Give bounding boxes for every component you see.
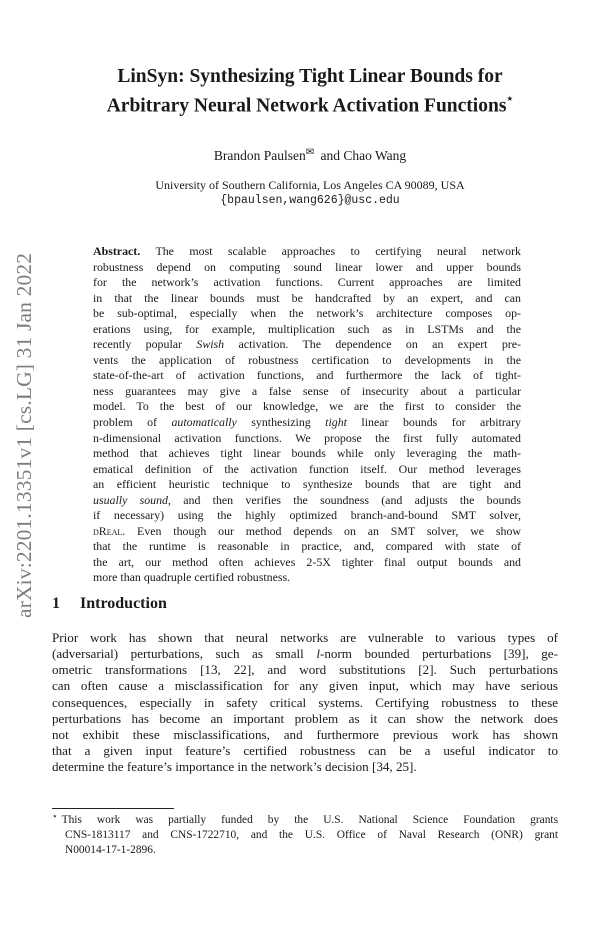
author-paulsen: Brandon Paulsen [213, 148, 306, 163]
abstract-text: problem of [93, 415, 172, 430]
affiliation-line: University of Southern California, Los Angeles CA 90089, USA [155, 178, 465, 192]
body-line: determine the feature’s importance in the network’s decision [34, 25]. [52, 759, 417, 775]
author-connector-wang: and Chao Wang [317, 148, 407, 163]
body-line: not exhibit these misclassifications, and furthermore previous work has shown [52, 726, 558, 742]
body-line: Prior work has shown that neural networks are vulnerable to various types of [52, 630, 558, 645]
abstract-text: linear bounds for arbitrary [346, 415, 521, 430]
abstract-line: in that the linear bounds must be handcrafted by an expert, and can [93, 290, 521, 305]
title-line-2 [60, 89, 560, 119]
abstract-line: ness guarantees may give a false sense of insecurity about a particular [93, 383, 521, 398]
abstract-line: model. To the best of our knowledge, we are the first to consider the [93, 399, 521, 414]
footnote-line: CNS-1813117 and CNS-1722710, and the U.S. Office of Naval Research (ONR) grant [65, 828, 558, 841]
footnote-line: N00014-17-1-2896. [65, 843, 156, 856]
envelope-icon: ✉ [305, 147, 315, 158]
abstract-line: state-of-the-art of activation functions, and furthermore the lack of tight- [93, 368, 521, 383]
body-line [52, 646, 558, 662]
footnote-line [52, 813, 558, 828]
abstract-emphasis: automatically [171, 415, 237, 430]
footnote-text: This work was partially funded by the U.S. National Science Foundation grants [61, 814, 558, 826]
abstract-line: for the network’s activation functions. Current approaches are limited [93, 275, 521, 290]
section-title: Introduction [80, 595, 167, 612]
arxiv-identifier: arXiv:2201.13351v1 [cs.LG] 31 Jan 2022 [12, 252, 36, 618]
footnote-marker: ⋆ [52, 811, 58, 821]
abstract-line: method that achieves tight linear bounds while only leveraging the math- [93, 446, 521, 461]
abstract-line [93, 415, 521, 431]
author-emails: {bpaulsen,wang626}@usc.edu [220, 194, 400, 207]
abstract-line [93, 493, 521, 509]
paper-title [60, 64, 560, 119]
section-number: 1 [52, 595, 60, 612]
body-text: -norm bounded perturbations [39], ge- [319, 646, 558, 662]
body-line: perturbations has become an important problem as it can show the network does [52, 710, 558, 726]
abstract-line [93, 337, 521, 353]
body-line: that a given input feature’s certified robustness can be a useful indicator to [52, 743, 558, 759]
abstract-label: Abstract. [93, 244, 141, 258]
body-line: ometric transformations [13, 22], and word substitutions [2]. Such perturbations [52, 662, 558, 678]
title-footnote-marker: ⋆ [506, 93, 514, 105]
abstract-line: n-dimensional activation functions. We propose the first fully automated [93, 430, 521, 445]
abstract-line: be sub-optimal, especially when the network’s architecture composes op- [93, 306, 521, 321]
abstract-emphasis: usually sound [93, 492, 169, 507]
abstract-line: erations using, for example, multiplication such as in LSTMs and the [93, 321, 521, 336]
body-line: consequences, especially in safety critical systems. Certifying robustness to these [52, 694, 558, 710]
abstract-line: robustness depend on computing sound linear lower and upper bounds [93, 259, 521, 274]
abstract-text: , and then verifies the soundness (and adjusts the bounds [168, 492, 521, 507]
intro-paragraph [52, 630, 558, 775]
abstract-text: recently popular [93, 337, 197, 352]
abstract-line: the art, our method often achieves 2-5X tighter final output bounds and [93, 554, 521, 569]
body-text: (adversarial) perturbations, such as small [52, 646, 317, 662]
abstract-text: synthesizing [236, 415, 326, 430]
abstract-line: that the runtime is reasonable in practice, and, compared with state of [93, 539, 521, 554]
title-line-1: LinSyn: Synthesizing Tight Linear Bounds for [117, 66, 503, 87]
author-list [60, 148, 560, 164]
solver-name: dReal [93, 523, 123, 538]
abstract-line: more than quadruple certified robustness. [93, 570, 291, 585]
abstract-line: if necessary) using the highly optimized branch-and-bound SMT solver, [93, 508, 521, 523]
abstract-line [93, 244, 521, 260]
abstract [93, 244, 521, 586]
section-heading [52, 595, 167, 613]
abstract-text: . Even though our method depends on an SMT solver, we show [122, 523, 521, 538]
abstract-line: vents the application of robustness certification to developments in the [93, 352, 521, 367]
abstract-text: activation. The dependence on an expert pre- [224, 337, 521, 352]
footnote-rule [52, 808, 174, 809]
body-line: can often cause a misclassification for any given input, which may have serious [52, 678, 558, 694]
affiliation [60, 178, 560, 208]
abstract-line: ematical definition of the activation function itself. Our method leverages [93, 461, 521, 476]
abstract-line [93, 524, 521, 540]
abstract-emphasis: Swish [196, 337, 225, 352]
title-line-2-text: Arbitrary Neural Network Activation Functions [106, 95, 507, 117]
abstract-text: The most scalable approaches to certifying neural network [140, 244, 521, 258]
abstract-emphasis: tight [325, 415, 347, 430]
abstract-line: an efficient heuristic technique to synthesize bounds that are tight and [93, 477, 521, 492]
footnote [52, 813, 558, 857]
math-symbol: l [316, 646, 320, 662]
